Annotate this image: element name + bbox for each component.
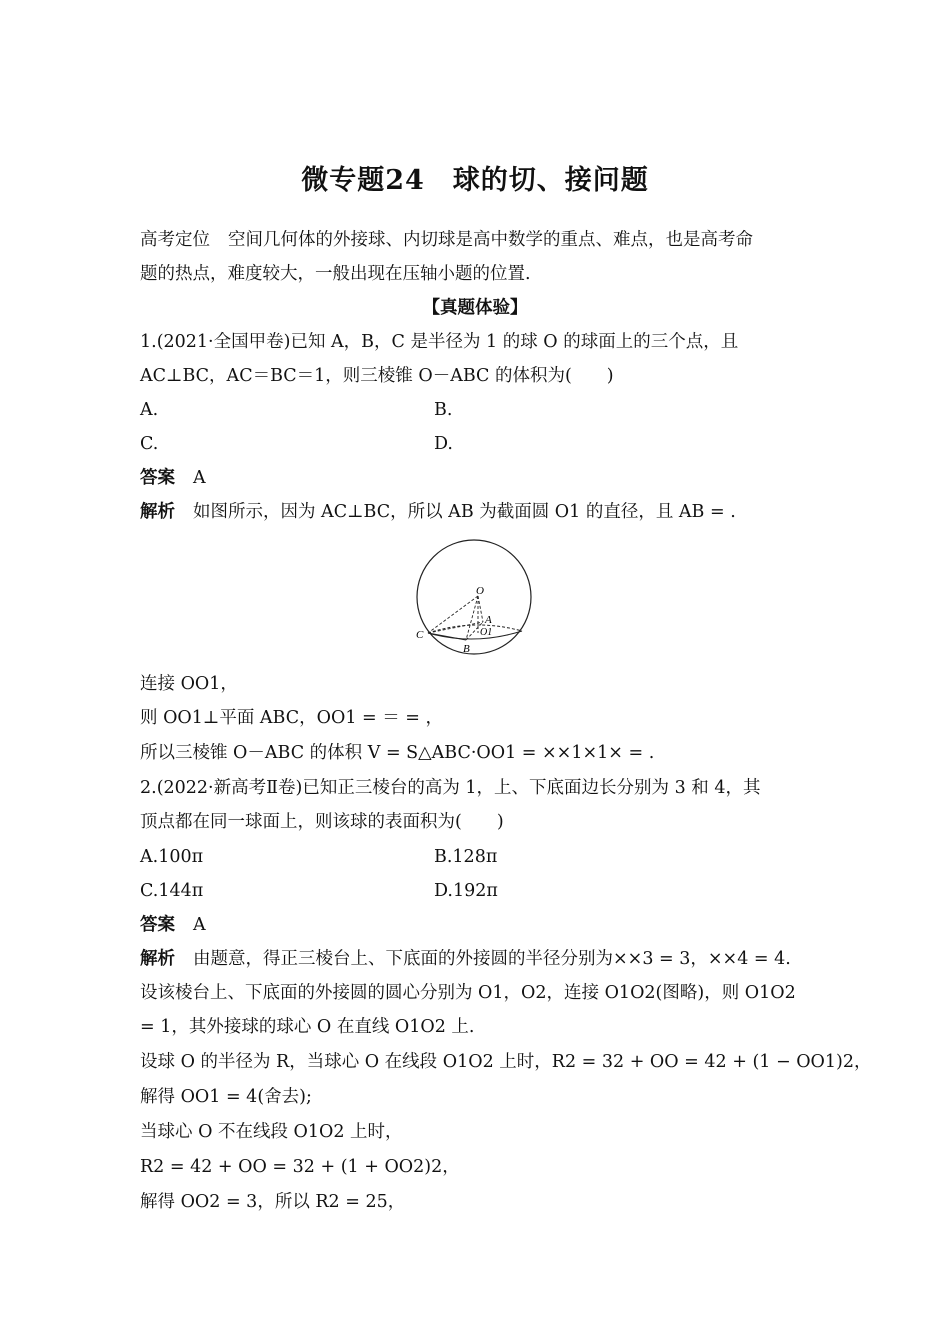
q1-option-c: C.	[140, 434, 159, 454]
q1-analysis	[140, 500, 736, 524]
q2-option-b: B.128π	[434, 847, 498, 867]
q2-line-5: 当球心 O 不在线段 O1O2 上时，	[140, 1122, 403, 1142]
q1-step-1: 连接 OO1，	[140, 674, 238, 694]
q2-option-d: D.192π	[434, 881, 498, 901]
q2-line-7: 解得 OO2 = 3，所以 R2 = 25，	[140, 1192, 406, 1212]
q1-analysis-label: 解析	[140, 502, 175, 522]
segment-oc	[428, 596, 478, 633]
label-o: O	[476, 585, 484, 597]
q1-answer-value: A	[193, 468, 206, 488]
q2-line-3: 设球 O 的半径为 R，当球心 O 在线段 O1O2 上时，R2 = 32 + OO = 42 + (1 − OO1)2，	[140, 1052, 872, 1072]
q2-answer-value: A	[193, 915, 206, 935]
label-b: B	[463, 643, 470, 655]
intro-text-1: 空间几何体的外接球、内切球是高中数学的重点、难点，也是高考命	[228, 230, 753, 250]
q2-line-1: 设该棱台上、下底面的外接圆的圆心分别为 O1，O2，连接 O1O2(图略)，则 O1O2	[140, 983, 796, 1003]
section-ellipse-back	[428, 625, 522, 633]
segment-ob	[466, 596, 478, 640]
intro-line-2: 题的热点，难度较大，一般出现在压轴小题的位置.	[140, 264, 531, 284]
q2-line-2: = 1，其外接球的球心 O 在直线 O1O2 上.	[140, 1017, 475, 1037]
section-ellipse-front	[428, 631, 522, 639]
q2-option-c: C.144π	[140, 881, 204, 901]
q2-stem-line-1: 2.(2022·新高考Ⅱ卷)已知正三棱台的高为 1，上、下底面边长分别为 3 和 4，其	[140, 778, 761, 798]
q1-option-b: B.	[434, 400, 453, 420]
q2-analysis-label: 解析	[140, 949, 175, 969]
q2-line-6: R2 = 42 + OO = 32 + (1 + OO2)2，	[140, 1157, 460, 1177]
sphere-outline	[417, 540, 531, 654]
q1-option-d: D.	[434, 434, 453, 454]
q1-step-3: 所以三棱锥 O－ABC 的体积 V = S△ABC·OO1 = ××1×1× = .	[140, 743, 655, 763]
q1-answer	[140, 466, 206, 490]
segment-oa	[478, 596, 483, 622]
label-a: A	[485, 614, 492, 626]
q1-step-2: 则 OO1⊥平面 ABC，OO1 = ＝ = ，	[140, 708, 444, 728]
q1-stem-line-1: 1.(2021·全国甲卷)已知 A，B，C 是半径为 1 的球 O 的球面上的三个点，且	[140, 332, 739, 352]
q2-analysis-text: 由题意，得正三棱台上、下底面的外接圆的半径分别为××3 = 3，××4 = 4.	[193, 949, 791, 969]
section-heading: 【真题体验】	[422, 298, 528, 318]
label-c: C	[416, 629, 424, 641]
q2-option-a: A.100π	[140, 847, 204, 867]
q2-stem-line-2: 顶点都在同一球面上，则该球的表面积为( )	[140, 812, 504, 832]
q1-answer-label: 答案	[140, 468, 175, 488]
q2-answer	[140, 913, 206, 937]
label-o1: O1	[480, 627, 493, 638]
intro-label: 高考定位	[140, 230, 210, 250]
sphere-figure	[410, 534, 540, 660]
q2-line-4: 解得 OO1 = 4(舍去);	[140, 1087, 312, 1107]
q2-analysis	[140, 947, 791, 971]
page-title: 微专题24 球的切、接问题	[301, 165, 649, 196]
q2-answer-label: 答案	[140, 915, 175, 935]
intro-line-1	[140, 228, 753, 252]
q1-stem-line-2: AC⊥BC，AC＝BC＝1，则三棱锥 O－ABC 的体积为( )	[140, 366, 614, 386]
q1-analysis-text: 如图所示，因为 AC⊥BC，所以 AB 为截面圆 O1 的直径，且 AB = .	[193, 502, 736, 522]
q1-option-a: A.	[140, 400, 159, 420]
